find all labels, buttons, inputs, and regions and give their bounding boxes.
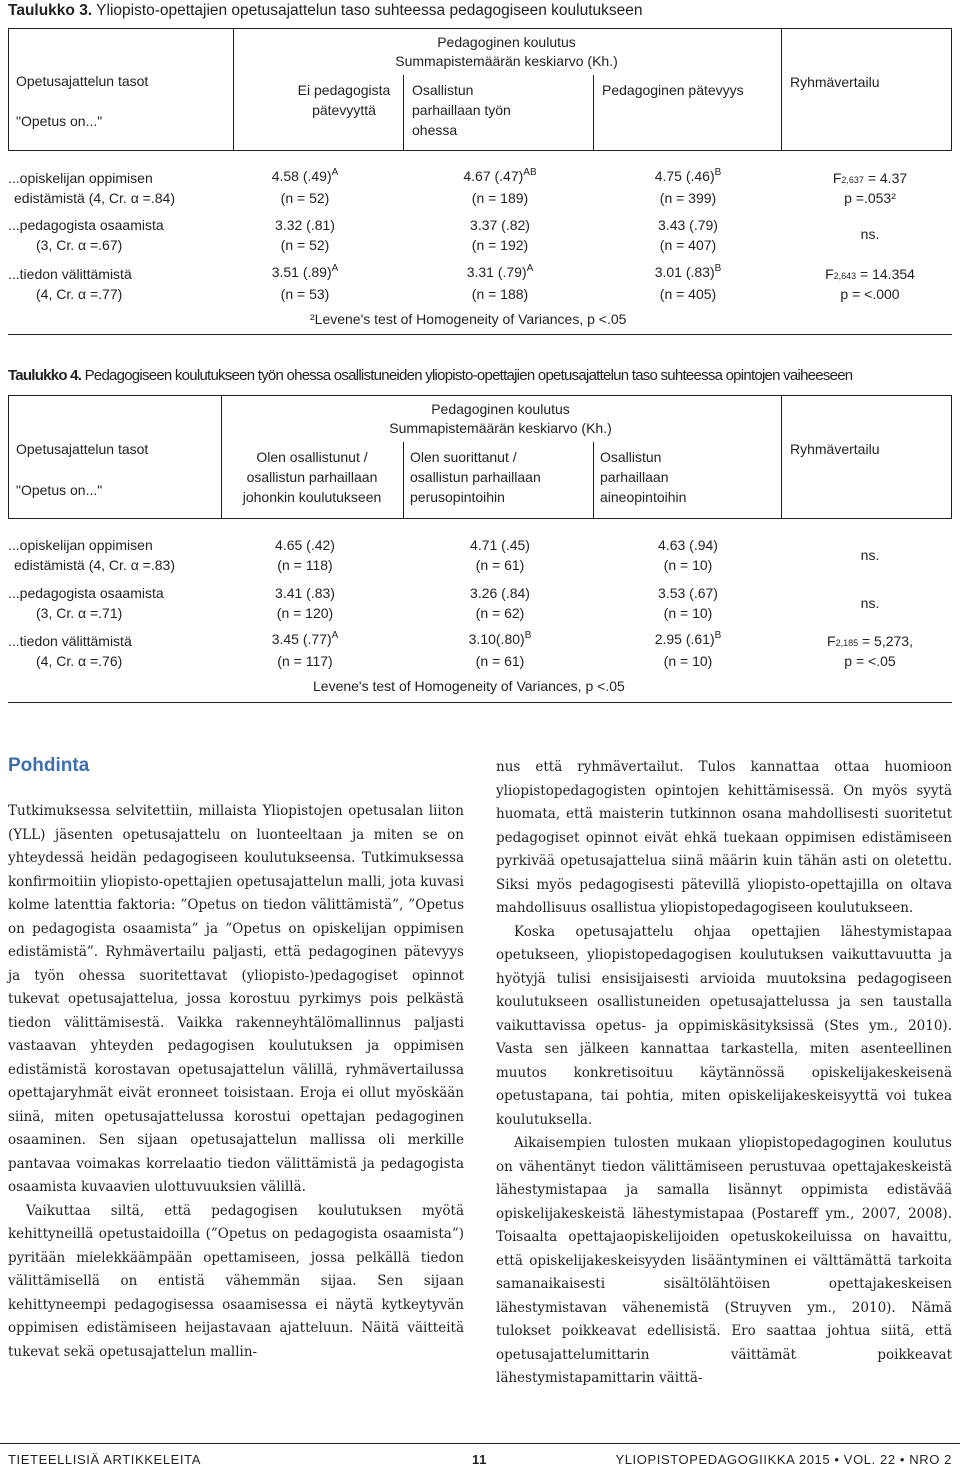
- t4-row2-c2n: (n = 62): [475, 605, 525, 621]
- t4-row1-c1n: (n = 118): [277, 557, 333, 573]
- t3-header-participating-2: parhaillaan työn: [412, 102, 511, 118]
- t4-row2-c1: 3.41 (.83): [275, 585, 335, 601]
- t3-header-group: Pedagoginen koulutus: [437, 34, 576, 50]
- t4-row1-c3n: (n = 10): [663, 557, 713, 573]
- t3-row3-label-2: (4, Cr. α =.77): [36, 286, 123, 302]
- t4-row3-c1: 3.45 $(.77)^A$: [271, 630, 339, 647]
- t4-header-subject-3: aineopintoihin: [600, 489, 687, 505]
- t3-row1-c3n: (n = 399): [659, 190, 717, 206]
- left-paragraph: Tutkimuksessa selvitettiin, millaista Yliopistojen opetusalan liiton (YLL) jäsenten opetusajattelu on luonteeltaan ja miten se on yhteydessä heidän pedagogiseen koulutukseensa. Tutkimuksessa konfirmoitiin yliopisto-opettajien opetusajattelun malli, jota kuvasi kolme latenttia faktoria: ”Opetus on tiedon välittämistä”, ”Opetus on pedagogista osaamista” ja ”Opetus on opiskelijan oppimisen edistämistä”. Ryhmävertailu paljasti, että pedagoginen pätevyys ja työn ohessa suoritettavat (yliopisto-)pedagogiset opinnot tukevat opetusajattelua, jossa korostuu pyrkimys pois pelkästä tiedon välittämisestä. Vaikka rakenneyhtälömallinnus paljasti vastaavan yhteyden pedagogisen koulutuksen ja oppimisen edistämistä korostavan opetusajattelun välillä, ryhmävertailussa opettajaryhmät eivät eronneet toisistaan. Eroja ei ollut myöskään siinä, miten opetusajattelussa korostui opettajan pedagoginen osaaminen. Sen sijaan opetusajattelun mallissa oli merkille pantavaa voimakas korrelaatio tiedon välittämistä ja pedagogista osaamista kuvaavien ulottuvuuksien välillä.: [8, 803, 464, 1195]
- t3-footnote: ²Levene's test of Homogeneity of Variances, p <.05: [310, 311, 627, 327]
- t3-header-group-2: Summapistemäärän keskiarvo (Kh.): [395, 53, 618, 69]
- t3-row2-label-2: (3, Cr. α =.67): [36, 237, 123, 253]
- t3-row1-c2: 4.67 $(.47)^{AB}$: [463, 167, 537, 184]
- t4-header-attended: Olen osallistunut /: [256, 449, 368, 465]
- t3-row1-c2n: (n = 189): [471, 190, 529, 206]
- t4-row1-c2n: (n = 61): [475, 557, 525, 573]
- t3-row3-c2: 3.31 $(.79)^A$: [466, 263, 534, 280]
- t4-header-basic-2: osallistun parhaillaan: [410, 469, 541, 485]
- t3-row2-c2n: (n = 192): [471, 237, 529, 253]
- table4-caption: Taulukko 4. Pedagogiseen koulutukseen työn ohessa osallistuneiden yliopisto-opettajien opetusajattelun taso suhteessa opintojen vaiheeseen: [8, 367, 853, 384]
- t4-row1-label: ...opiskelijan oppimisen: [8, 537, 153, 553]
- t3-row1-f: F2,637 = 4.37: [832, 170, 908, 186]
- t4-header-levels: Opetusajattelun tasot: [16, 441, 149, 457]
- t4-row3-f: F2,185 = 5,273,: [827, 633, 913, 649]
- t3-row3-label: ...tiedon välittämistä: [8, 266, 132, 282]
- t4-row2-label: ...pedagogista osaamista: [8, 585, 164, 601]
- right-paragraph: Koska opetusajattelu ohjaa opettajien lähestymistapaa opetukseen, yliopistopedagogisen koulutuksen vaikuttavuutta ja hyötyjä tulisi ensisijaisesti arvioida muutoksina pedagogiseen koulutukseen osallistuneiden opetusajattelussa ja sen taustalla vaikuttavissa opetus- ja oppimiskäsityksissä (Stes ym., 2010). Vasta sen jälkeen kannattaa tarkastella, miten asenteellinen muutos konkretisoituu käytännössä opiskelijakeskeisenä opetustapana, tai pohtia, miten opiskelijakeskeisyyttä voi tukea koulutuksella.: [496, 923, 952, 1128]
- right-column: [496, 756, 952, 1391]
- t3-row1-p: p =.053²: [844, 190, 896, 206]
- t3-row2-c3n: (n = 407): [659, 237, 717, 253]
- t4-header-basic-3: perusopintoihin: [410, 489, 505, 505]
- left-column: [8, 800, 464, 1364]
- t3-row1-c1n: (n = 52): [280, 190, 330, 206]
- t4-footnote: Levene's test of Homogeneity of Variances, p <.05: [313, 678, 625, 694]
- t4-row1-c2: 4.71 (.45): [470, 537, 530, 553]
- t4-row1-ns: ns.: [860, 547, 880, 563]
- t3-header-participating-3: ohessa: [412, 122, 458, 138]
- t3-header-comparison: Ryhmävertailu: [790, 74, 880, 90]
- t4-header-attended-2: osallistun parhaillaan: [246, 469, 378, 485]
- t3-header-no-pedagogical: Ei pedagogista: [297, 82, 391, 98]
- t3-row2-label: ...pedagogista osaamista: [8, 217, 164, 233]
- t4-row2-c2: 3.26 (.84): [470, 585, 530, 601]
- t3-row1-label: ...opiskelijan oppimisen: [8, 170, 153, 186]
- t3-row2-c3: 3.43 (.79): [658, 217, 718, 233]
- t3-row3-f: F2,643 = 14.354: [825, 266, 915, 282]
- right-paragraph: nus että ryhmävertailut. Tulos kannattaa ottaa huomioon yliopistopedagogisten opintojen kehittämisessä. On myös syytä huomata, että maisterin tutkinnon osana mahdollisesti suoritetut pedagogiset opinnot eivät ehkä tuekaan oppimisen edistämiseen pyrkivää opetusajattelua siinä määrin kuin tähän asti on oletettu. Siksi myös pedagogisesti pätevillä yliopisto-opettajilla on oltava mahdollisuus osallistua yliopistopedagogiseen koulutukseen.: [496, 759, 952, 916]
- t4-row2-label-2: (3, Cr. α =.71): [36, 605, 123, 621]
- t3-row1-c1: 4.58 $(.49)^A$: [271, 167, 339, 184]
- t3-row1-c3: 4.75 $(.46)^B$: [654, 167, 722, 184]
- t3-row1-label-2: edistämistä (4, Cr. α =.84): [14, 190, 175, 206]
- t3-row3-c3: 3.01 $(.83)^B$: [654, 263, 722, 280]
- footer-section-label: TIETEELLISIÄ ARTIKKELEITA: [8, 1452, 201, 1467]
- t4-row1-label-2: edistämistä (4, Cr. α =.83): [14, 557, 175, 573]
- t3-header-competence: Pedagoginen pätevyys: [602, 82, 744, 98]
- t4-header-attended-3: johonkin koulutukseen: [242, 489, 382, 505]
- t4-row1-c1: 4.65 (.42): [275, 537, 335, 553]
- t4-header-comparison: Ryhmävertailu: [790, 441, 880, 457]
- t4-header-opetus-on: "Opetus on...": [16, 482, 103, 498]
- footer-rule: [0, 1443, 960, 1444]
- t4-row3-c2n: (n = 61): [475, 653, 525, 669]
- t3-header-participating: Osallistun: [412, 82, 474, 98]
- t3-row3-c1n: (n = 53): [280, 286, 330, 302]
- right-paragraph: Aikaisempien tulosten mukaan yliopistopedagoginen koulutus on vähentänyt tiedon välittämiseen perustuvaa opettajakeskeistä lähestymistapaa ja samalla lisännyt oppimista edistävää opiskelijakeskeistä lähestymistapaa (Postareff ym., 2007, 2008). Toisaalta opettajaopiskelijoiden opetuskokeiluissa on havaittu, että opiskelijakeskeisyyden lisääntyminen ei välttämättä tarkoita samanaikaisesti sisältölähtöisen opettajakeskeisen lähestymistavan vähenemistä (Struyven ym., 2010). Nämä tulokset poikkeavat edellisistä. Ero saattaa johtua siitä, että opetusajattelumittarin väittämät poikkeavat lähestymistapamittarin väittä-: [496, 1135, 952, 1386]
- table3-caption: Taulukko 3. Yliopisto-opettajien opetusajattelun taso suhteessa pedagogiseen koulutukseen: [8, 2, 643, 19]
- t4-row3-c2: $3.10(.80)^B$: [468, 630, 532, 647]
- t4-row3-c1n: (n = 117): [277, 653, 333, 669]
- t3-row3-c3n: (n = 405): [659, 286, 717, 302]
- t3-row2-c2: 3.37 (.82): [470, 217, 530, 233]
- t3-row3-c1: 3.51 $(.89)^A$: [271, 263, 339, 280]
- t4-row3-p: p = <.05: [844, 653, 896, 669]
- page-number: 11: [472, 1452, 487, 1467]
- t4-row3-c3: 2.95 $(.61)^B$: [654, 630, 722, 647]
- t4-bottom-rule: [8, 702, 952, 703]
- t4-header-group: Pedagoginen koulutus: [431, 401, 570, 417]
- t4-row3-label: ...tiedon välittämistä: [8, 633, 132, 649]
- t3-bottom-rule: [8, 334, 952, 335]
- t4-row1-c3: 4.63 (.94): [658, 537, 718, 553]
- t4-row2-c1n: (n = 120): [276, 605, 334, 621]
- t4-row2-ns: ns.: [860, 595, 880, 611]
- t4-row3-label-2: (4, Cr. α =.76): [36, 653, 123, 669]
- t4-header-subject-2: parhaillaan: [600, 469, 669, 485]
- t4-header-group-2: Summapistemäärän keskiarvo (Kh.): [389, 420, 612, 436]
- section-heading: Pohdinta: [8, 755, 90, 776]
- t3-header-no-pedagogical-2: pätevyyttä: [312, 102, 376, 118]
- t4-row2-c3: 3.53 (.67): [658, 585, 718, 601]
- t4-row3-c3n: (n = 10): [663, 653, 713, 669]
- t3-row3-c2n: (n = 188): [471, 286, 529, 302]
- t4-row2-c3n: (n = 10): [663, 605, 713, 621]
- t3-row3-p: p = <.000: [840, 286, 900, 302]
- footer-journal: YLIOPISTOPEDAGOGIIKKA 2015 • VOL. 22 • NRO 2: [615, 1452, 952, 1467]
- t3-row2-ns: ns.: [860, 226, 880, 242]
- t3-header-opetus-on: "Opetus on...": [16, 113, 103, 129]
- t3-row2-c1: 3.32 (.81): [275, 217, 335, 233]
- t3-row2-c1n: (n = 52): [280, 237, 330, 253]
- t3-header-levels: Opetusajattelun tasot: [16, 73, 149, 89]
- t4-header-basic: Olen suorittanut /: [410, 449, 517, 465]
- t4-header-subject: Osallistun: [600, 449, 662, 465]
- left-paragraph: Vaikuttaa siltä, että pedagogisen koulutuksen myötä kehittyneillä opetustaidoilla (”Opetus on pedagogista osaamista”) pyritään mielekkäämpään opettamiseen, jossa pelkällä tiedon välittämisellä on entistä vähemmän sijaa. Sen sijaan kehittyneempi pedagogisessa osaamisessa ei näytä kytkeytyvän oppimisen edistämiseen heijastavaan ajatteluun. Näitä väitteitä tukevat sekä opetusajattelun mallin-: [8, 1202, 464, 1360]
